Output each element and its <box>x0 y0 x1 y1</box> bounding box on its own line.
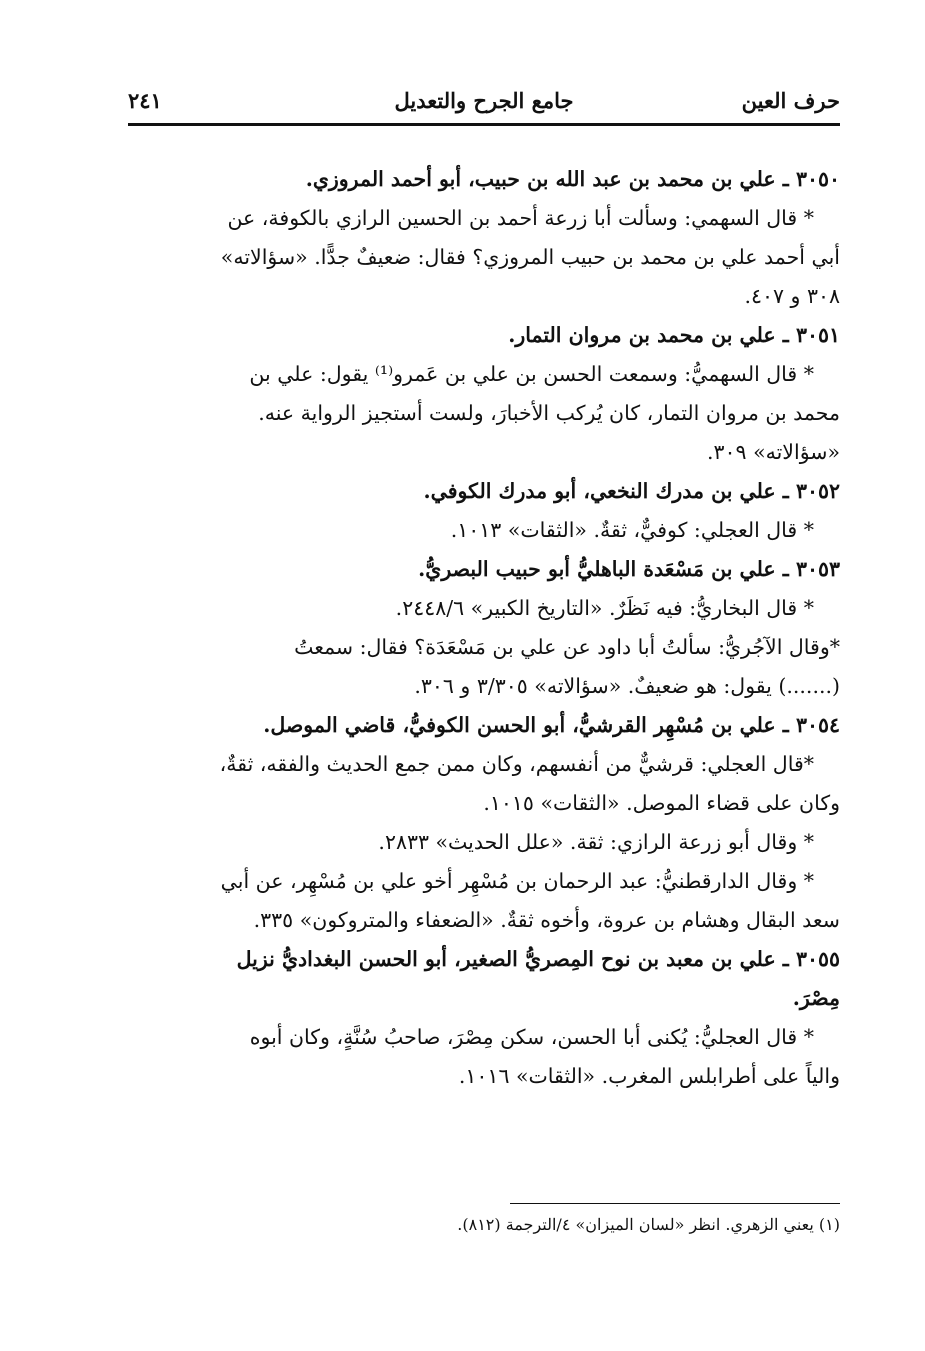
entry-line: «سؤالاته» ٣٠٩. <box>706 440 840 464</box>
entry-heading: ٣٠٥٢ ـ علي بن مدرك النخعي، أبو مدرك الكوفي. <box>423 479 840 503</box>
entry-line: * قال السهمي: وسألت أبا زرعة أحمد بن الحسين الرازي بالكوفة، عن <box>227 206 814 230</box>
page-number: ٢٤١ <box>128 88 162 113</box>
header-rule <box>128 123 840 126</box>
chapter-title: حرف العين <box>741 88 840 113</box>
entry-line: وكان على قضاء الموصل. «الثقات» ١٠١٥. <box>483 791 840 815</box>
entry-line: * قال العجليُّ: يُكنى أبا الحسن، سكن مِصْرَ، صاحبُ سُنَّةٍ، وكان أبوه <box>249 1025 814 1049</box>
entry-line: محمد بن مروان التمار، كان يُركب الأخبارَ، ولست أستجيز الرواية عنه. <box>258 401 840 425</box>
entry-line: * قال السهميُّ: وسمعت الحسن بن علي بن عَمرو⁽¹⁾ يقول: علي بن <box>249 362 814 386</box>
entry-3051 <box>128 316 840 472</box>
entry-3055 <box>128 940 840 1096</box>
entry-3054 <box>128 706 840 940</box>
footnote-rule <box>510 1203 840 1204</box>
entry-3050 <box>128 160 840 316</box>
entry-line: والياً على أطرابلس المغرب. «الثقات» ١٠١٦. <box>458 1064 840 1088</box>
entry-line: * قال العجلي: كوفيٌّ، ثقةٌ. «الثقات» ١٠١٣. <box>450 518 814 542</box>
entry-line: سعد البقال وهشام بن عروة، وأخوه ثقةٌ. «الضعفاء والمتروكون» ٣٣٥. <box>253 908 840 932</box>
entry-line: * قال البخاريُّ: فيه نَظَرٌ. «التاريخ الكبير» ٢٤٤٨/٦. <box>395 596 814 620</box>
main-text <box>128 160 840 1096</box>
entry-heading: ٣٠٥٠ ـ علي بن محمد بن عبد الله بن حبيب، أبو أحمد المروزي. <box>305 167 840 191</box>
entry-line: أبي أحمد علي بن محمد بن حبيب المروزي؟ فقال: ضعيفٌ جدًّا. «سؤالاته» <box>220 245 840 269</box>
entry-heading: ٣٠٥٣ ـ علي بن مَسْعَدة الباهليُّ أبو حبيب البصريُّ. <box>418 557 840 581</box>
entry-line: * وقال أبو زرعة الرازي: ثقة. «علل الحديث» ٢٨٣٣. <box>378 830 814 854</box>
entry-line: (.......) يقول: هو ضعيفٌ. «سؤالاته» ٣/٣٠٥ و ٣٠٦. <box>414 674 840 698</box>
entry-heading: ٣٠٥٥ ـ علي بن معبد بن نوح المِصريُّ الصغير، أبو الحسن البغداديُّ نزيل <box>236 947 840 971</box>
entry-3053 <box>128 550 840 706</box>
entry-line: * وقال الدارقطنيُّ: عبد الرحمان بن مُسْهِر أخو علي بن مُسْهِر، عن أبي <box>220 869 814 893</box>
entry-3052 <box>128 472 840 550</box>
entry-line: ٣٠٨ و ٤٠٧. <box>744 284 840 308</box>
book-title: جامع الجرح والتعديل <box>394 88 574 113</box>
entry-heading: ٣٠٥٤ ـ علي بن مُسْهِر القرشيُّ، أبو الحسن الكوفيُّ، قاضي الموصل. <box>263 713 840 737</box>
entry-heading: ٣٠٥١ ـ علي بن محمد بن مروان التمار. <box>508 323 840 347</box>
footnote: (١) يعني الزهري. انظر «لسان الميزان» ٤/الترجمة (٨١٢). <box>457 1215 840 1234</box>
entry-heading-continued: مِصْرَ. <box>792 986 840 1010</box>
entry-line: *وقال الآجُريُّ: سألتُ أبا داود عن علي بن مَسْعَدَة؟ فقال: سمعتُ <box>294 635 840 659</box>
entry-line: *قال العجلي: قرشيٌّ من أنفسهم، وكان ممن جمع الحديث والفقه، ثقةٌ، <box>219 752 814 776</box>
page-header <box>128 84 840 124</box>
